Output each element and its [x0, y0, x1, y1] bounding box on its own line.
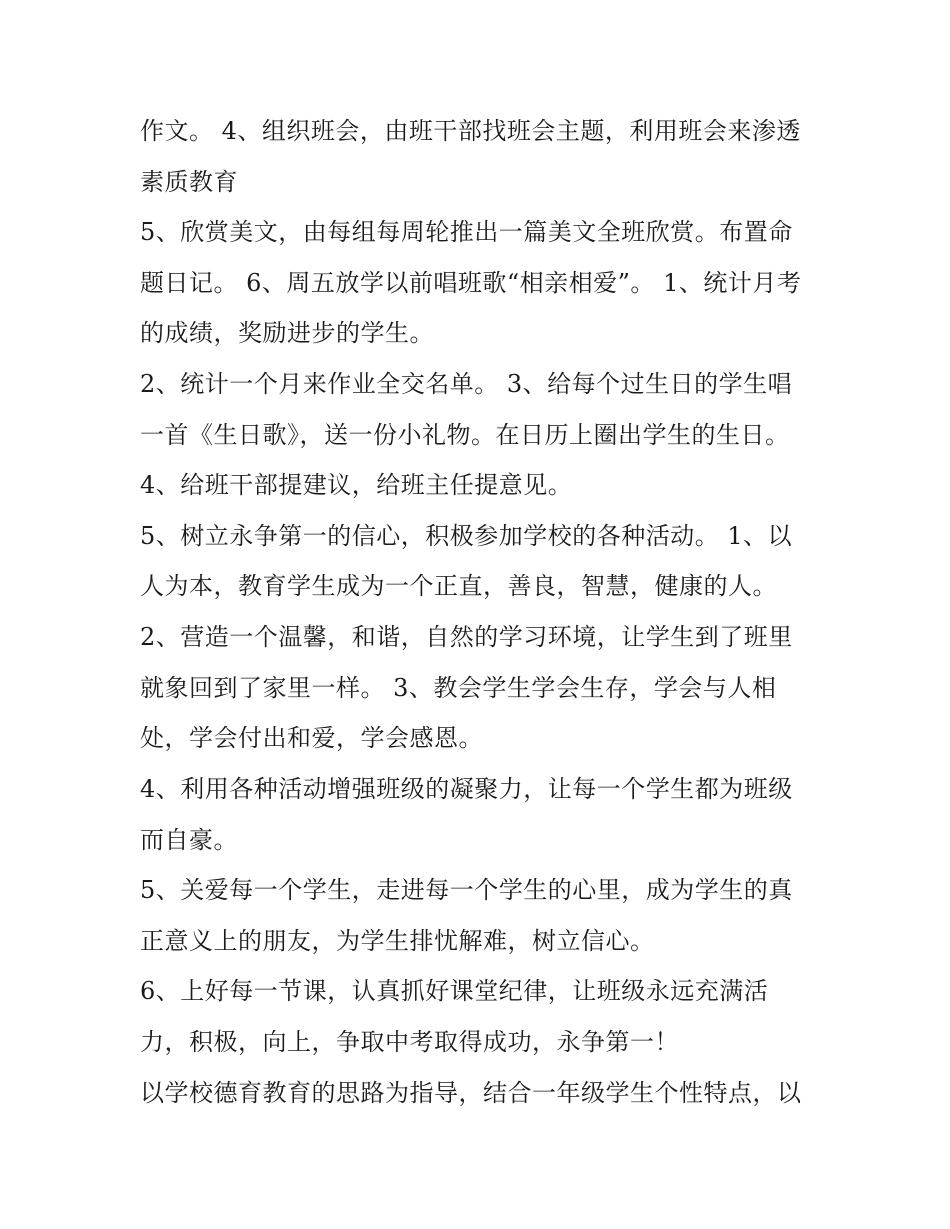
text-line: 以学校德育教育的思路为指导，结合一年级学生个性特点，以 [140, 1079, 802, 1107]
text-line: 题日记。 6、周五放学以前唱班歌“相亲相爱”。 1、统计月考 [140, 269, 802, 297]
text-line: 素质教育 [140, 168, 238, 196]
text-line: 作文。 4、组织班会，由班干部找班会主题，利用班会来渗透 [140, 117, 801, 145]
text-line: 正意义上的朋友，为学生排忧解难，树立信心。 [140, 927, 655, 955]
text-line: 的成绩，奖励进步的学生。 [140, 319, 434, 347]
text-line: 5、欣赏美文，由每组每周轮推出一篇美文全班欣赏。布置命 [140, 218, 793, 246]
text-line: 处，学会付出和爱，学会感恩。 [140, 724, 483, 752]
text-line: 4、利用各种活动增强班级的凝聚力，让每一个学生都为班级 [140, 775, 793, 803]
text-line: 6、上好每一节课，认真抓好课堂纪律，让班级永远充满活 [140, 977, 769, 1005]
text-line: 就象回到了家里一样。 3、教会学生学会生存，学会与人相 [140, 674, 777, 702]
text-line: 力，积极，向上，争取中考取得成功，永争第一！ [140, 1028, 679, 1056]
text-line: 2、统计一个月来作业全交名单。 3、给每个过生日的学生唱 [140, 370, 793, 398]
text-line: 人为本，教育学生成为一个正直，善良，智慧，健康的人。 [140, 572, 777, 600]
text-line: 而自豪。 [140, 826, 238, 854]
text-line: 5、关爱每一个学生，走进每一个学生的心里，成为学生的真 [140, 876, 793, 904]
text-line: 5、树立永争第一的信心，积极参加学校的各种活动。 1、以 [140, 522, 793, 550]
text-line: 2、营造一个温馨，和谐，自然的学习环境，让学生到了班里 [140, 623, 793, 651]
text-line: 一首《生日歌》，送一份小礼物。在日历上圈出学生的生日。 [140, 421, 790, 449]
text-line: 4、给班干部提建议，给班主任提意见。 [140, 471, 573, 499]
